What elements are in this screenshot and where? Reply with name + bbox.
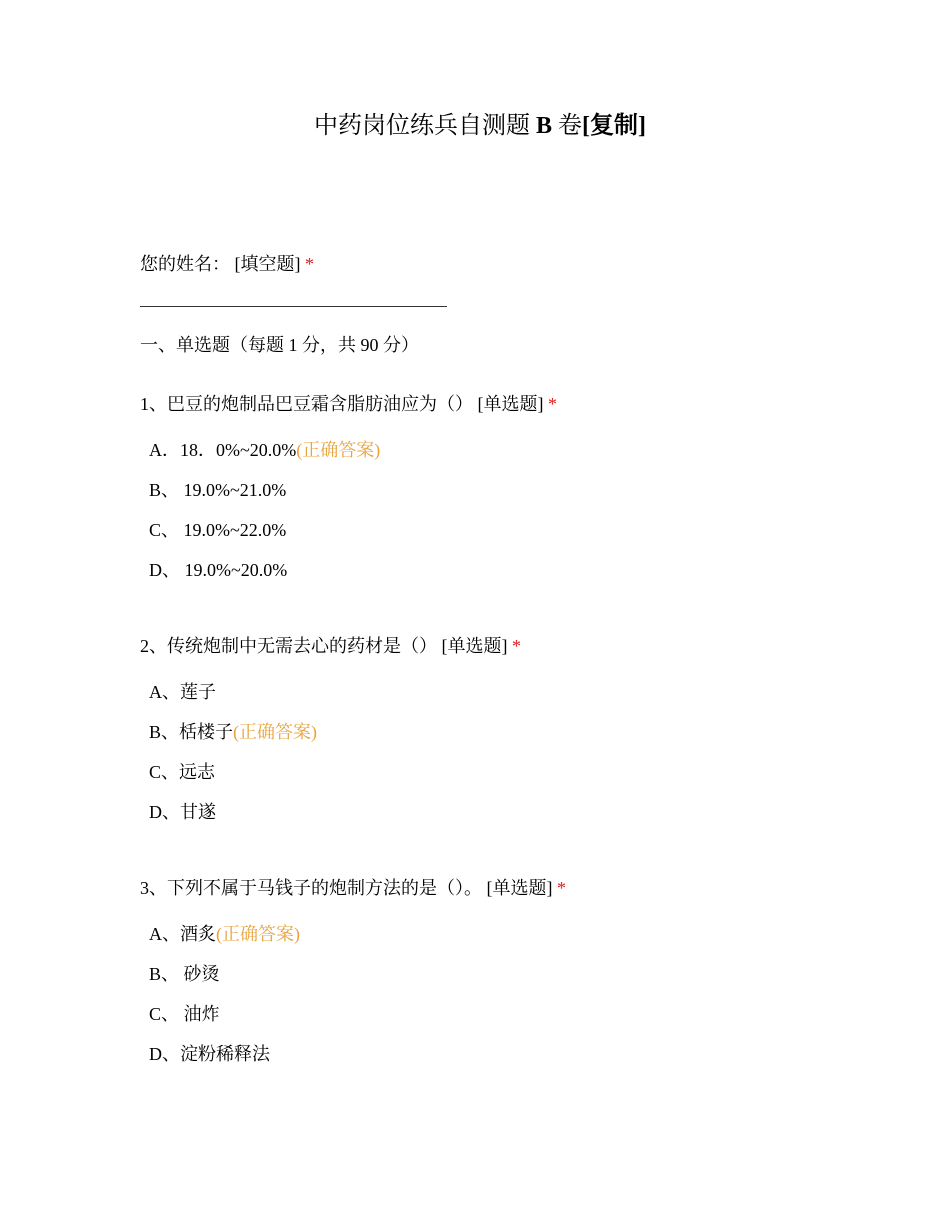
survey-title-copy: [复制] [582,113,646,139]
correct-answer-tag: (正确答案) [296,440,381,460]
question-type: [单选题] [486,878,553,898]
option-2-b[interactable] [149,720,317,744]
option-label: B、 砂烫 [149,964,220,984]
survey-title [0,110,950,142]
question-3 [140,876,566,900]
option-1-d[interactable] [149,558,287,582]
name-question-type: [填空题] [234,254,301,274]
option-label: A．18．0%~20.0% [149,440,297,460]
question-text: 3、下列不属于马钱子的炮制方法的是（）。 [140,878,482,898]
section-heading: 一、单选题（每题 1 分，共 90 分） [140,335,419,355]
option-label: A、莲子 [149,682,216,702]
question-2 [140,634,521,658]
option-3-a[interactable] [149,922,300,946]
name-answer-line[interactable] [140,306,447,307]
option-3-d[interactable] [149,1042,270,1066]
survey-title-b: B [536,113,553,139]
option-1-c[interactable] [149,518,286,542]
option-label: B、栝楼子 [149,722,234,742]
question-text: 1、巴豆的炮制品巴豆霜含脂肪油应为（） [140,394,473,414]
option-label: D、甘遂 [149,802,216,822]
question-type: [单选题] [441,636,508,656]
option-3-b[interactable] [149,962,220,986]
correct-answer-tag: (正确答案) [233,722,318,742]
option-1-b[interactable] [149,478,286,502]
option-1-a[interactable] [149,438,380,462]
option-label: D、淀粉稀释法 [149,1044,270,1064]
name-question-label: 您的姓名： [140,254,230,274]
required-mark: * [512,636,521,656]
correct-answer-tag: (正确答案) [216,924,300,944]
option-label: D、 19.0%~20.0% [149,560,288,580]
required-mark: * [305,254,314,274]
required-mark: * [557,878,566,898]
option-3-c[interactable] [149,1002,220,1026]
option-2-d[interactable] [149,800,216,824]
option-2-c[interactable] [149,760,215,784]
survey-title-prefix: 中药岗位练兵自测题 [314,113,530,139]
option-label: B、 19.0%~21.0% [149,480,287,500]
option-label: A、酒炙 [149,924,216,944]
required-mark: * [548,394,557,414]
option-2-a[interactable] [149,680,216,704]
option-label: C、 油炸 [149,1004,220,1024]
question-type: [单选题] [477,394,544,414]
option-label: C、 19.0%~22.0% [149,520,287,540]
question-1 [140,392,557,416]
option-label: C、远志 [149,762,216,782]
survey-title-mid: 卷 [558,113,583,139]
question-text: 2、传统炮制中无需去心的药材是（） [140,636,437,656]
name-question [140,252,314,276]
